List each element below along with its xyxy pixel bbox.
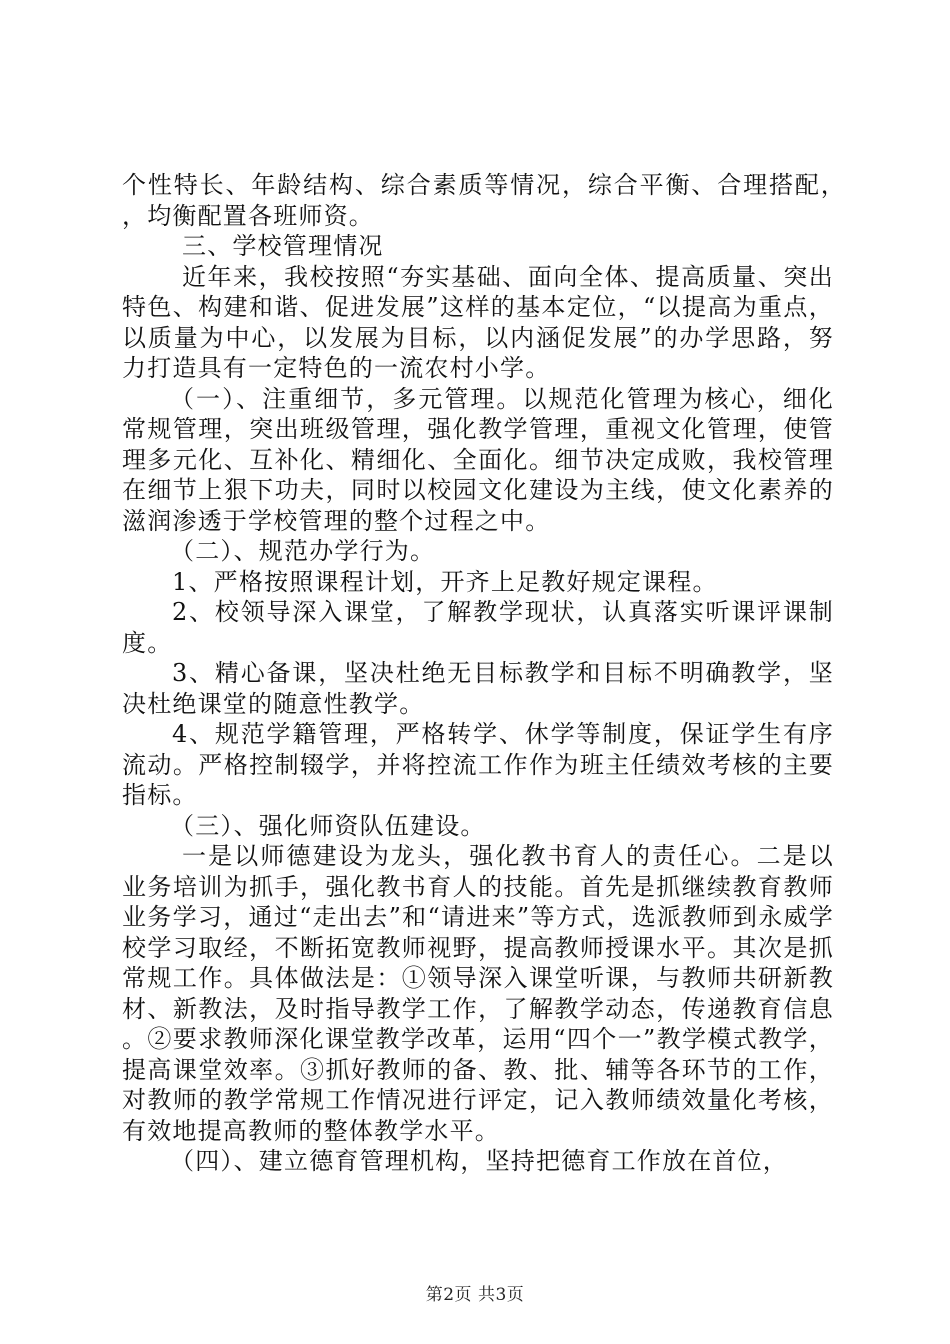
page-number-footer: 第2页 共3页 — [425, 1285, 525, 1305]
list-item-3: 3、精心备课，坚决杜绝无目标教学和目标不明确教学，坚决杜绝课堂的随意性教学。 — [122, 659, 834, 718]
document-body — [122, 170, 834, 1177]
subheading-moral-education: （四）、建立德育管理机构，坚持把德育工作放在首位， — [170, 1147, 788, 1175]
list-item-2: 2、校领导深入课堂，了解教学现状，认真落实听课评课制度。 — [122, 598, 834, 657]
paragraph-teacher-team: 一是以师德建设为龙头，强化教书育人的责任心。二是以业务培训为抓手，强化教书育人的技能。首先是抓继续教育教师业务学习，通过“走出去”和“请进来”等方式，选派教师到永威学校学习取经，不断拓宽教师视野，提高教师授课水平。其次是抓常规工作。具体做法是：①领导深入课堂听课，与教师共研新教材、新教法，及时指导教学工作，了解教学动态，传递教育信息。②要求教师深化课堂教学改革，运用“四个一”教学模式教学，提高课堂效率。③抓好教师的备、教、批、辅等各环节的工作，对教师的教学常规工作情况进行评定，记入教师绩效量化考核，有效地提高教师的整体教学水平。 — [122, 842, 834, 1145]
paragraph-intro: 近年来，我校按照“夯实基础、面向全体、提高质量、突出特色、构建和谐、促进发展”这样的基本定位，“以提高为重点，以质量为中心，以发展为目标，以内涵促发展”的办学思路，努力打造具有一定特色的一流农村小学。 — [122, 262, 834, 382]
list-item-4: 4、规范学籍管理，严格转学、休学等制度，保证学生有序流动。严格控制辍学，并将控流工作作为班主任绩效考核的主要指标。 — [122, 720, 834, 809]
list-item-1: 1、严格按照课程计划，开齐上足教好规定课程。 — [172, 567, 718, 596]
section-heading-school-management: 三、学校管理情况 — [182, 232, 384, 260]
paragraph-continuation: 个性特长、年龄结构、综合素质等情况，综合平衡、合理搭配，，均衡配置各班师资。 — [122, 171, 834, 230]
subheading-standardize-behavior: （二）、规范办学行为。 — [170, 537, 436, 565]
subheading-detail-management: （一）、注重细节，多元管理。以规范化管理为核心，细化常规管理，突出班级管理，强化教学管理，重视文化管理，使管理多元化、互补化、精细化、全面化。细节决定成败，我校管理在细节上狠下功夫，同时以校园文化建设为主线，使文化素养的滋润渗透于学校管理的整个过程之中。 — [122, 384, 834, 535]
subheading-teacher-team: （三）、强化师资队伍建设。 — [170, 811, 486, 840]
